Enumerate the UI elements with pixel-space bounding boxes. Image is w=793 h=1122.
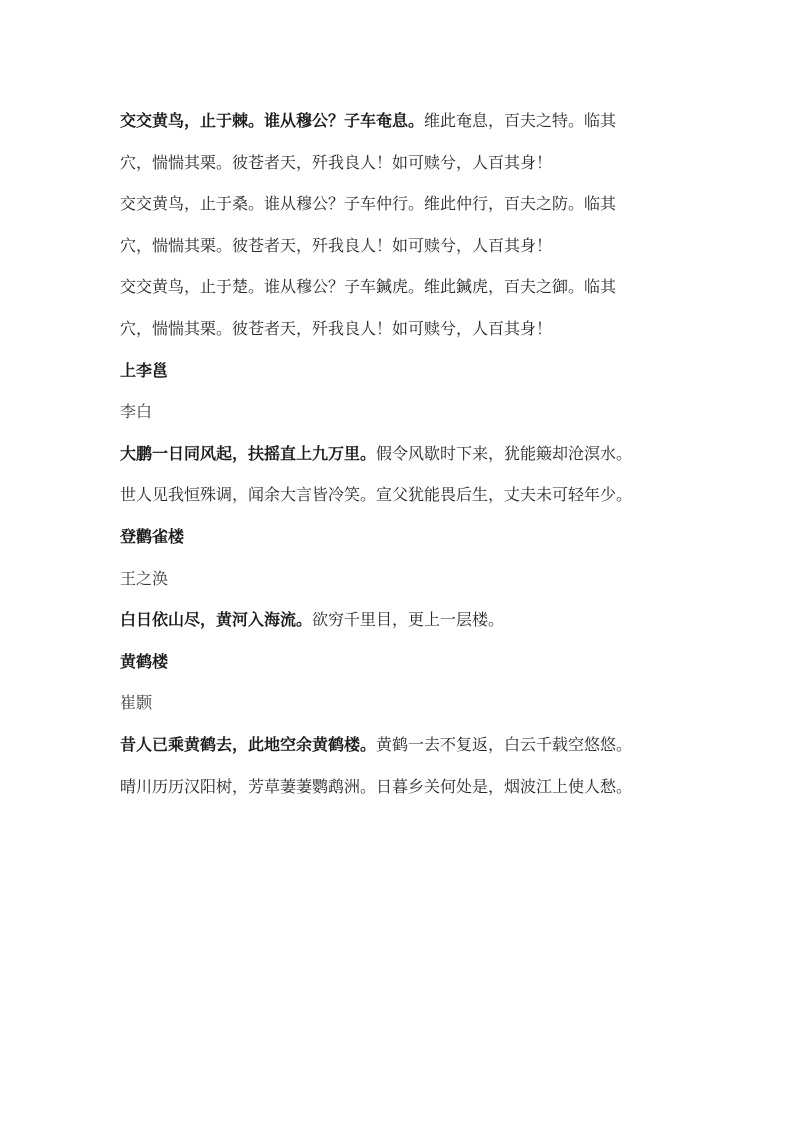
poem4-line1 [120,724,680,766]
poem3-line1 [120,599,680,641]
poem1-stanza2-line1: 交交黄鸟，止于桑。谁从穆公？子车仲行。维此仲行，百夫之防。临其 [120,194,617,214]
poem1-stanza1-line1 [120,100,680,142]
poem2-line1-rest-text: 假令风歇时下来，犹能簸却沧溟水。 [376,443,633,463]
poem1-stanza1-line2: 穴，惴惴其栗。彼苍者天，歼我良人！如可赎兮，人百其身！ [120,152,553,172]
poem2-line1-bold-text: 大鹏一日同风起，扶摇直上九万里。 [120,443,377,463]
poem1-stanza1-rest-text: 维此奄息，百夫之特。临其 [424,111,617,130]
poem3-line1-bold-text: 白日依山尽，黄河入海流。 [120,610,313,630]
poem2-author: 李白 [120,402,153,422]
poem2-line2: 世人见我恒殊调，闻余大言皆冷笑。宣父犹能畏后生，丈夫未可轻年少。 [120,485,633,505]
poem3-line1-rest-text: 欲穷千里目，更上一层楼。 [312,610,505,630]
poem4-title: 黄鹤楼 [120,651,169,671]
poem1-stanza1-bold-text: 交交黄鸟，止于棘。谁从穆公？子车奄息。 [120,111,425,130]
poem4-line1-bold-text: 昔人已乘黄鹤去，此地空余黄鹤楼。 [120,734,377,754]
poem1-stanza2-line2: 穴，惴惴其栗。彼苍者天，歼我良人！如可赎兮，人百其身！ [120,235,553,255]
poem3-author: 王之涣 [120,568,169,588]
poem1-stanza3-line2: 穴，惴惴其栗。彼苍者天，歼我良人！如可赎兮，人百其身！ [120,318,553,338]
poem1-stanza3-line1: 交交黄鸟，止于楚。谁从穆公？子车鍼虎。维此鍼虎，百夫之御。临其 [120,277,617,297]
poem3-title: 登鹳雀楼 [120,526,185,546]
poem4-author: 崔颢 [120,693,153,713]
poem2-title: 上李邕 [120,360,169,380]
document-body [120,100,680,807]
poem4-line1-rest-text: 黄鹤一去不复返，白云千载空悠悠。 [376,734,633,754]
poem2-line1 [120,433,680,475]
poem4-line2: 晴川历历汉阳树，芳草萋萋鹦鹉洲。日暮乡关何处是，烟波江上使人愁。 [120,776,633,796]
